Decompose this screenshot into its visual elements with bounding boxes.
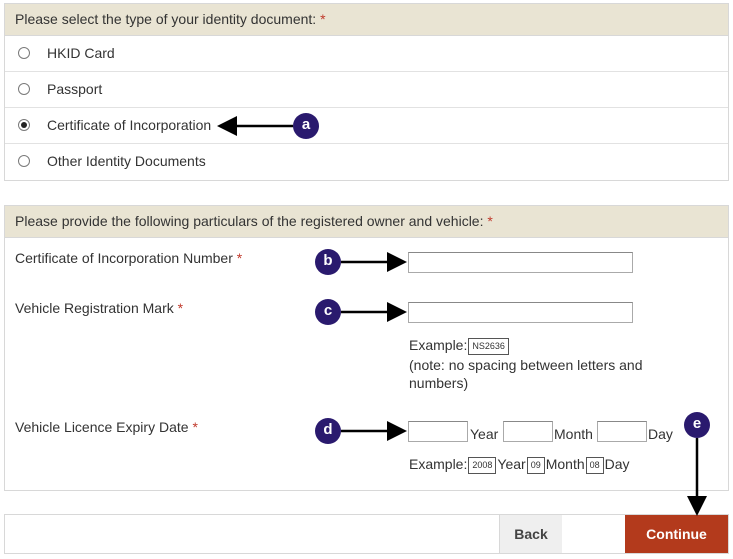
radio-option-certificate[interactable] — [5, 108, 728, 144]
cert-number-label-text: Certificate of Incorporation Number — [15, 250, 233, 266]
expiry-year-label: Year — [470, 426, 499, 442]
radio-button-certificate[interactable] — [18, 119, 30, 131]
cert-number-input[interactable] — [408, 252, 633, 273]
expiry-day-input[interactable] — [597, 421, 647, 442]
annotation-badge-b: b — [315, 249, 341, 275]
required-mark: * — [177, 300, 184, 316]
identity-document-header — [5, 4, 728, 36]
required-mark: * — [487, 213, 493, 229]
expiry-month-input[interactable] — [503, 421, 553, 442]
reg-mark-example-value: NS2636 — [468, 338, 509, 355]
annotation-badge-d: d — [315, 418, 341, 444]
expiry-label — [15, 419, 198, 435]
expiry-example-year: 2008 — [468, 457, 496, 474]
annotation-badge-e: e — [684, 412, 710, 438]
reg-mark-note-line1: (note: no spacing between letters and — [409, 357, 643, 373]
expiry-year-input[interactable] — [408, 421, 468, 442]
radio-label-certificate[interactable]: Certificate of Incorporation — [47, 117, 212, 133]
reg-mark-label — [15, 300, 183, 316]
radio-option-other[interactable] — [5, 144, 728, 180]
expiry-month-label: Month — [554, 426, 593, 442]
expiry-example-year-label: Year — [497, 456, 526, 472]
expiry-example-prefix: Example: — [409, 456, 468, 472]
expiry-example-day-label: Day — [604, 456, 630, 472]
required-mark: * — [236, 250, 243, 266]
expiry-example — [409, 456, 630, 474]
expiry-day-label: Day — [648, 426, 673, 442]
identity-document-panel — [4, 3, 729, 181]
back-button[interactable]: Back — [499, 515, 562, 553]
reg-mark-input[interactable] — [408, 302, 633, 323]
expiry-label-text: Vehicle Licence Expiry Date — [15, 419, 189, 435]
radio-button-hkid[interactable] — [18, 47, 30, 59]
annotation-badge-c: c — [315, 299, 341, 325]
particulars-header — [5, 206, 728, 238]
required-mark: * — [320, 11, 326, 27]
cert-number-label — [15, 250, 242, 266]
expiry-example-day: 08 — [586, 457, 604, 474]
reg-mark-label-text: Vehicle Registration Mark — [15, 300, 174, 316]
form-footer — [4, 514, 729, 554]
radio-label-other[interactable]: Other Identity Documents — [47, 153, 206, 169]
reg-mark-note-line2: numbers) — [409, 375, 469, 391]
identity-document-header-text: Please select the type of your identity document: — [15, 11, 317, 27]
expiry-example-month: 09 — [527, 457, 545, 474]
radio-label-hkid[interactable]: HKID Card — [47, 45, 115, 61]
radio-option-passport[interactable] — [5, 72, 728, 108]
expiry-example-month-label: Month — [545, 456, 585, 472]
continue-button[interactable]: Continue — [625, 515, 728, 553]
radio-button-passport[interactable] — [18, 83, 30, 95]
reg-mark-example — [409, 337, 510, 355]
particulars-header-text: Please provide the following particulars of the registered owner and vehicle: — [15, 213, 484, 229]
radio-label-passport[interactable]: Passport — [47, 81, 103, 97]
radio-option-hkid[interactable] — [5, 36, 728, 72]
reg-mark-example-prefix: Example: — [409, 337, 468, 353]
required-mark: * — [192, 419, 198, 435]
radio-button-other[interactable] — [18, 155, 30, 167]
particulars-panel — [4, 205, 729, 491]
annotation-badge-a: a — [293, 113, 319, 139]
